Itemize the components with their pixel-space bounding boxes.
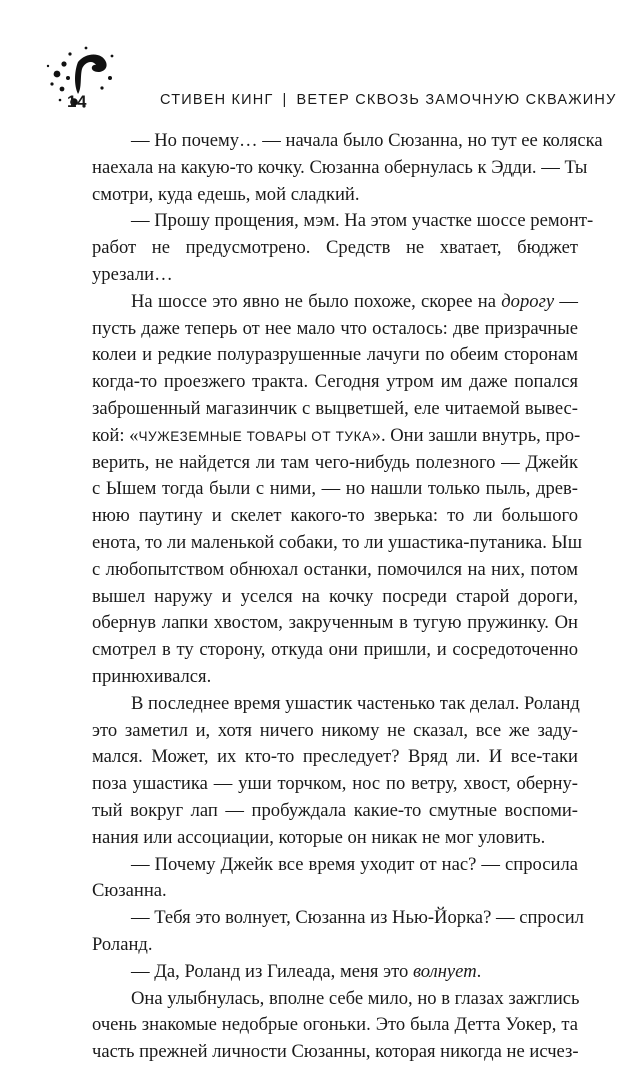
shop-sign-text: ЧУЖЕЗЕМНЫЕ ТОВАРЫ ОТ ТУКА	[138, 428, 372, 444]
text-run: ». Они зашли внутрь, про-	[371, 424, 581, 446]
text-line: работ не предусмотрено. Средств не хватает, бюджет	[92, 237, 578, 259]
text-line: вышел наружу и уселся на кочку посреди старой дороги,	[92, 585, 578, 607]
text-run: На шоссе это явно не было похоже, скорее на	[131, 290, 502, 312]
italic-word: дорогу	[501, 290, 555, 312]
text-line: поза ушастика — уши торчком, нос по ветру, хвост, оберну-	[92, 773, 578, 795]
text-run: .	[476, 960, 482, 982]
text-line: В последнее время ушастик частенько так делал. Роланд	[131, 692, 580, 714]
text-line: — Но почему… — начала было Сюзанна, но тут ее коляска	[131, 130, 603, 151]
text-line	[92, 959, 578, 986]
text-run: кой: «	[92, 424, 139, 446]
page-number: 14	[67, 92, 87, 111]
text-line: мался. Может, их кто-то преследует? Вряд ли. И все-таки	[92, 746, 578, 768]
text-line: — Тебя это волнует, Сюзанна из Нью-Йорка? — спросил	[131, 907, 584, 929]
text-line: нания или ассоциации, которые он никак не мог уловить.	[92, 826, 546, 848]
text-line: когда-то проезжего тракта. Сегодня утром им даже попался	[92, 371, 578, 393]
text-line: верить, не найдется ли там чего-нибудь полезного — Джейк	[92, 451, 578, 473]
text-line: смотрел в ту сторону, откуда они пришли, и сосредоточенно	[92, 639, 578, 661]
text-line: смотри, куда едешь, мой сладкий.	[92, 183, 360, 205]
running-head	[160, 92, 617, 108]
text-line: очень знакомые недобрые огоньки. Это была Детта Уокер, та	[92, 1014, 578, 1036]
text-line: заброшенный магазинчик с выцветшей, еле читаемой вывес-	[92, 397, 578, 419]
header-separator: |	[282, 92, 288, 108]
author-name: СТИВЕН КИНГ	[160, 92, 274, 108]
text-line: тый вокруг лап — пробуждала какие-то смутные воспоми-	[92, 799, 578, 821]
text-run: —	[554, 290, 578, 312]
text-line: урезали…	[92, 263, 173, 285]
text-line: это заметил и, хотя ничего никому не сказал, все же заду-	[92, 719, 578, 741]
italic-word: волнует	[412, 960, 477, 982]
text-line: колеи и редкие полуразрушенные лачуги по обеим сторонам	[92, 344, 578, 366]
text-line: Она улыбнулась, вполне себе мило, но в глазах зажглись	[131, 987, 580, 1009]
text-line: с Ышем тогда были с ними, — но нашли только пыль, древ-	[92, 478, 578, 500]
text-line: Роланд.	[92, 933, 153, 955]
text-line: обернув лапки хвостом, закрученным в тугую пружинку. Он	[92, 612, 578, 634]
text-line	[92, 289, 578, 316]
text-line: — Почему Джейк все время уходит от нас? — спросила	[131, 853, 578, 875]
text-line: пусть даже теперь от нее мало что осталось: две призрачные	[92, 317, 578, 339]
text-run: — Да, Роланд из Гилеада, меня это	[131, 960, 413, 982]
text-line: принюхивался.	[92, 665, 212, 687]
text-line: нюю паутину и скелет какого-то зверька: то ли большого	[92, 505, 578, 527]
text-line: енота, то ли маленькой собаки, то ли ушастика-путаника. Ыш	[92, 531, 583, 553]
text-line: Сюзанна.	[92, 880, 167, 902]
text-line	[92, 423, 581, 450]
text-line: часть прежней личности Сюзанны, которая никогда не исчез-	[92, 1041, 579, 1063]
book-title: ВЕТЕР СКВОЗЬ ЗАМОЧНУЮ СКВАЖИНУ	[296, 92, 617, 108]
text-line: с любопытством обнюхал останки, помочился на них, потом	[92, 558, 578, 580]
body-text	[92, 128, 603, 1066]
text-line: наехала на какую-то кочку. Сюзанна обернулась к Эдди. — Ты	[92, 156, 588, 178]
text-line: — Прошу прощения, мэм. На этом участке шоссе ремонт-	[131, 210, 594, 232]
